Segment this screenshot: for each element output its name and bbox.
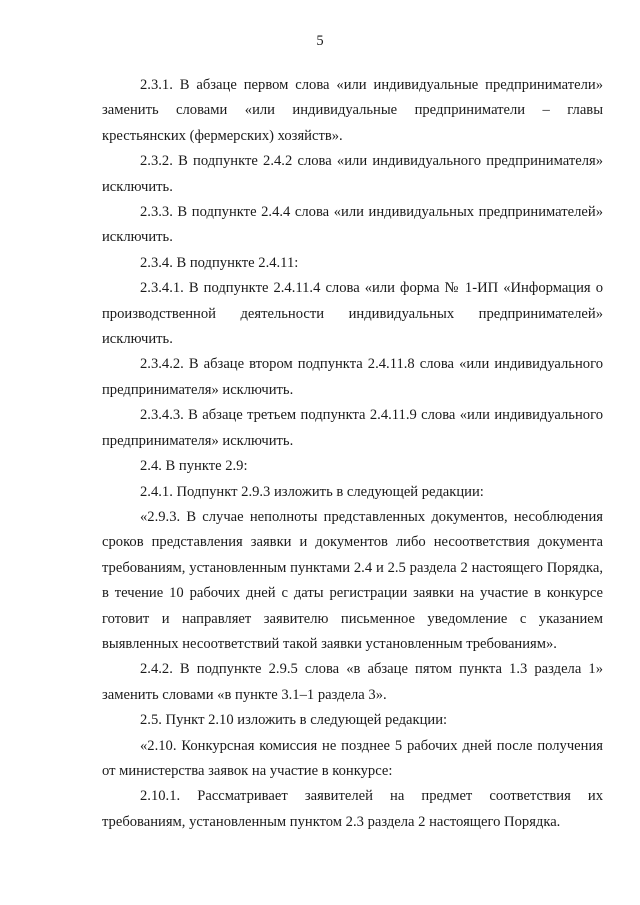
document-body — [102, 73, 603, 835]
paragraph-2-10-1: 2.10.1. Рассматривает заявителей на предмет соответствия их требованиям, установленным пунктом 2.3 раздела 2 настоящего Порядка. — [102, 788, 603, 830]
paragraph-2-9-3-quote: «2.9.3. В случае неполноты представленных документов, несоблюдения сроков представления заявки и документов либо несоответствия документа требованиям, установленным пунктами 2.4 и 2.5 раздела 2 настоящего Порядка, в течение 10 рабочих дней с даты регистрации заявки на участие в конкурсе готовит и направляет заявителю письменное уведомление с указанием выявленных несоответствий такой заявки установленным требованиям». — [102, 508, 603, 652]
paragraph-2-4-2: 2.4.2. В подпункте 2.9.5 слова «в абзаце пятом пункта 1.3 раздела 1» заменить словами «в пункте 3.1–1 раздела 3». — [102, 661, 603, 703]
paragraph-2-3-1: 2.3.1. В абзаце первом слова «или индивидуальные предприниматели» заменить словами «или индивидуальные предприниматели – главы крестьянских (фермерских) хозяйств». — [102, 77, 603, 144]
paragraph-2-4: 2.4. В пункте 2.9: — [140, 458, 248, 475]
paragraph-2-10-quote: «2.10. Конкурсная комиссия не позднее 5 рабочих дней после получения от министерства заявок на участие в конкурсе: — [102, 737, 603, 779]
paragraph-2-3-3: 2.3.3. В подпункте 2.4.4 слова «или индивидуальных предпринимателей» исключить. — [102, 204, 603, 246]
paragraph-2-5: 2.5. Пункт 2.10 изложить в следующей редакции: — [140, 712, 448, 729]
paragraph-2-3-4-1: 2.3.4.1. В подпункте 2.4.11.4 слова «или форма № 1-ИП «Информация о производственной деятельности индивидуальных предпринимателей» исключить. — [102, 280, 603, 348]
paragraph-2-3-4-2: 2.3.4.2. В абзаце втором подпункта 2.4.11.8 слова «или индивидуального предпринимателя» исключить. — [102, 356, 603, 398]
paragraph-2-3-4-3: 2.3.4.3. В абзаце третьем подпункта 2.4.11.9 слова «или индивидуального предпринимателя» исключить. — [102, 407, 603, 449]
page-number: 5 — [316, 33, 324, 49]
paragraph-2-3-2: 2.3.2. В подпункте 2.4.2 слова «или индивидуального предпринимателя» исключить. — [102, 153, 603, 195]
paragraph-2-3-4: 2.3.4. В подпункте 2.4.11: — [140, 254, 299, 271]
paragraph-2-4-1: 2.4.1. Подпункт 2.9.3 изложить в следующей редакции: — [140, 483, 484, 500]
